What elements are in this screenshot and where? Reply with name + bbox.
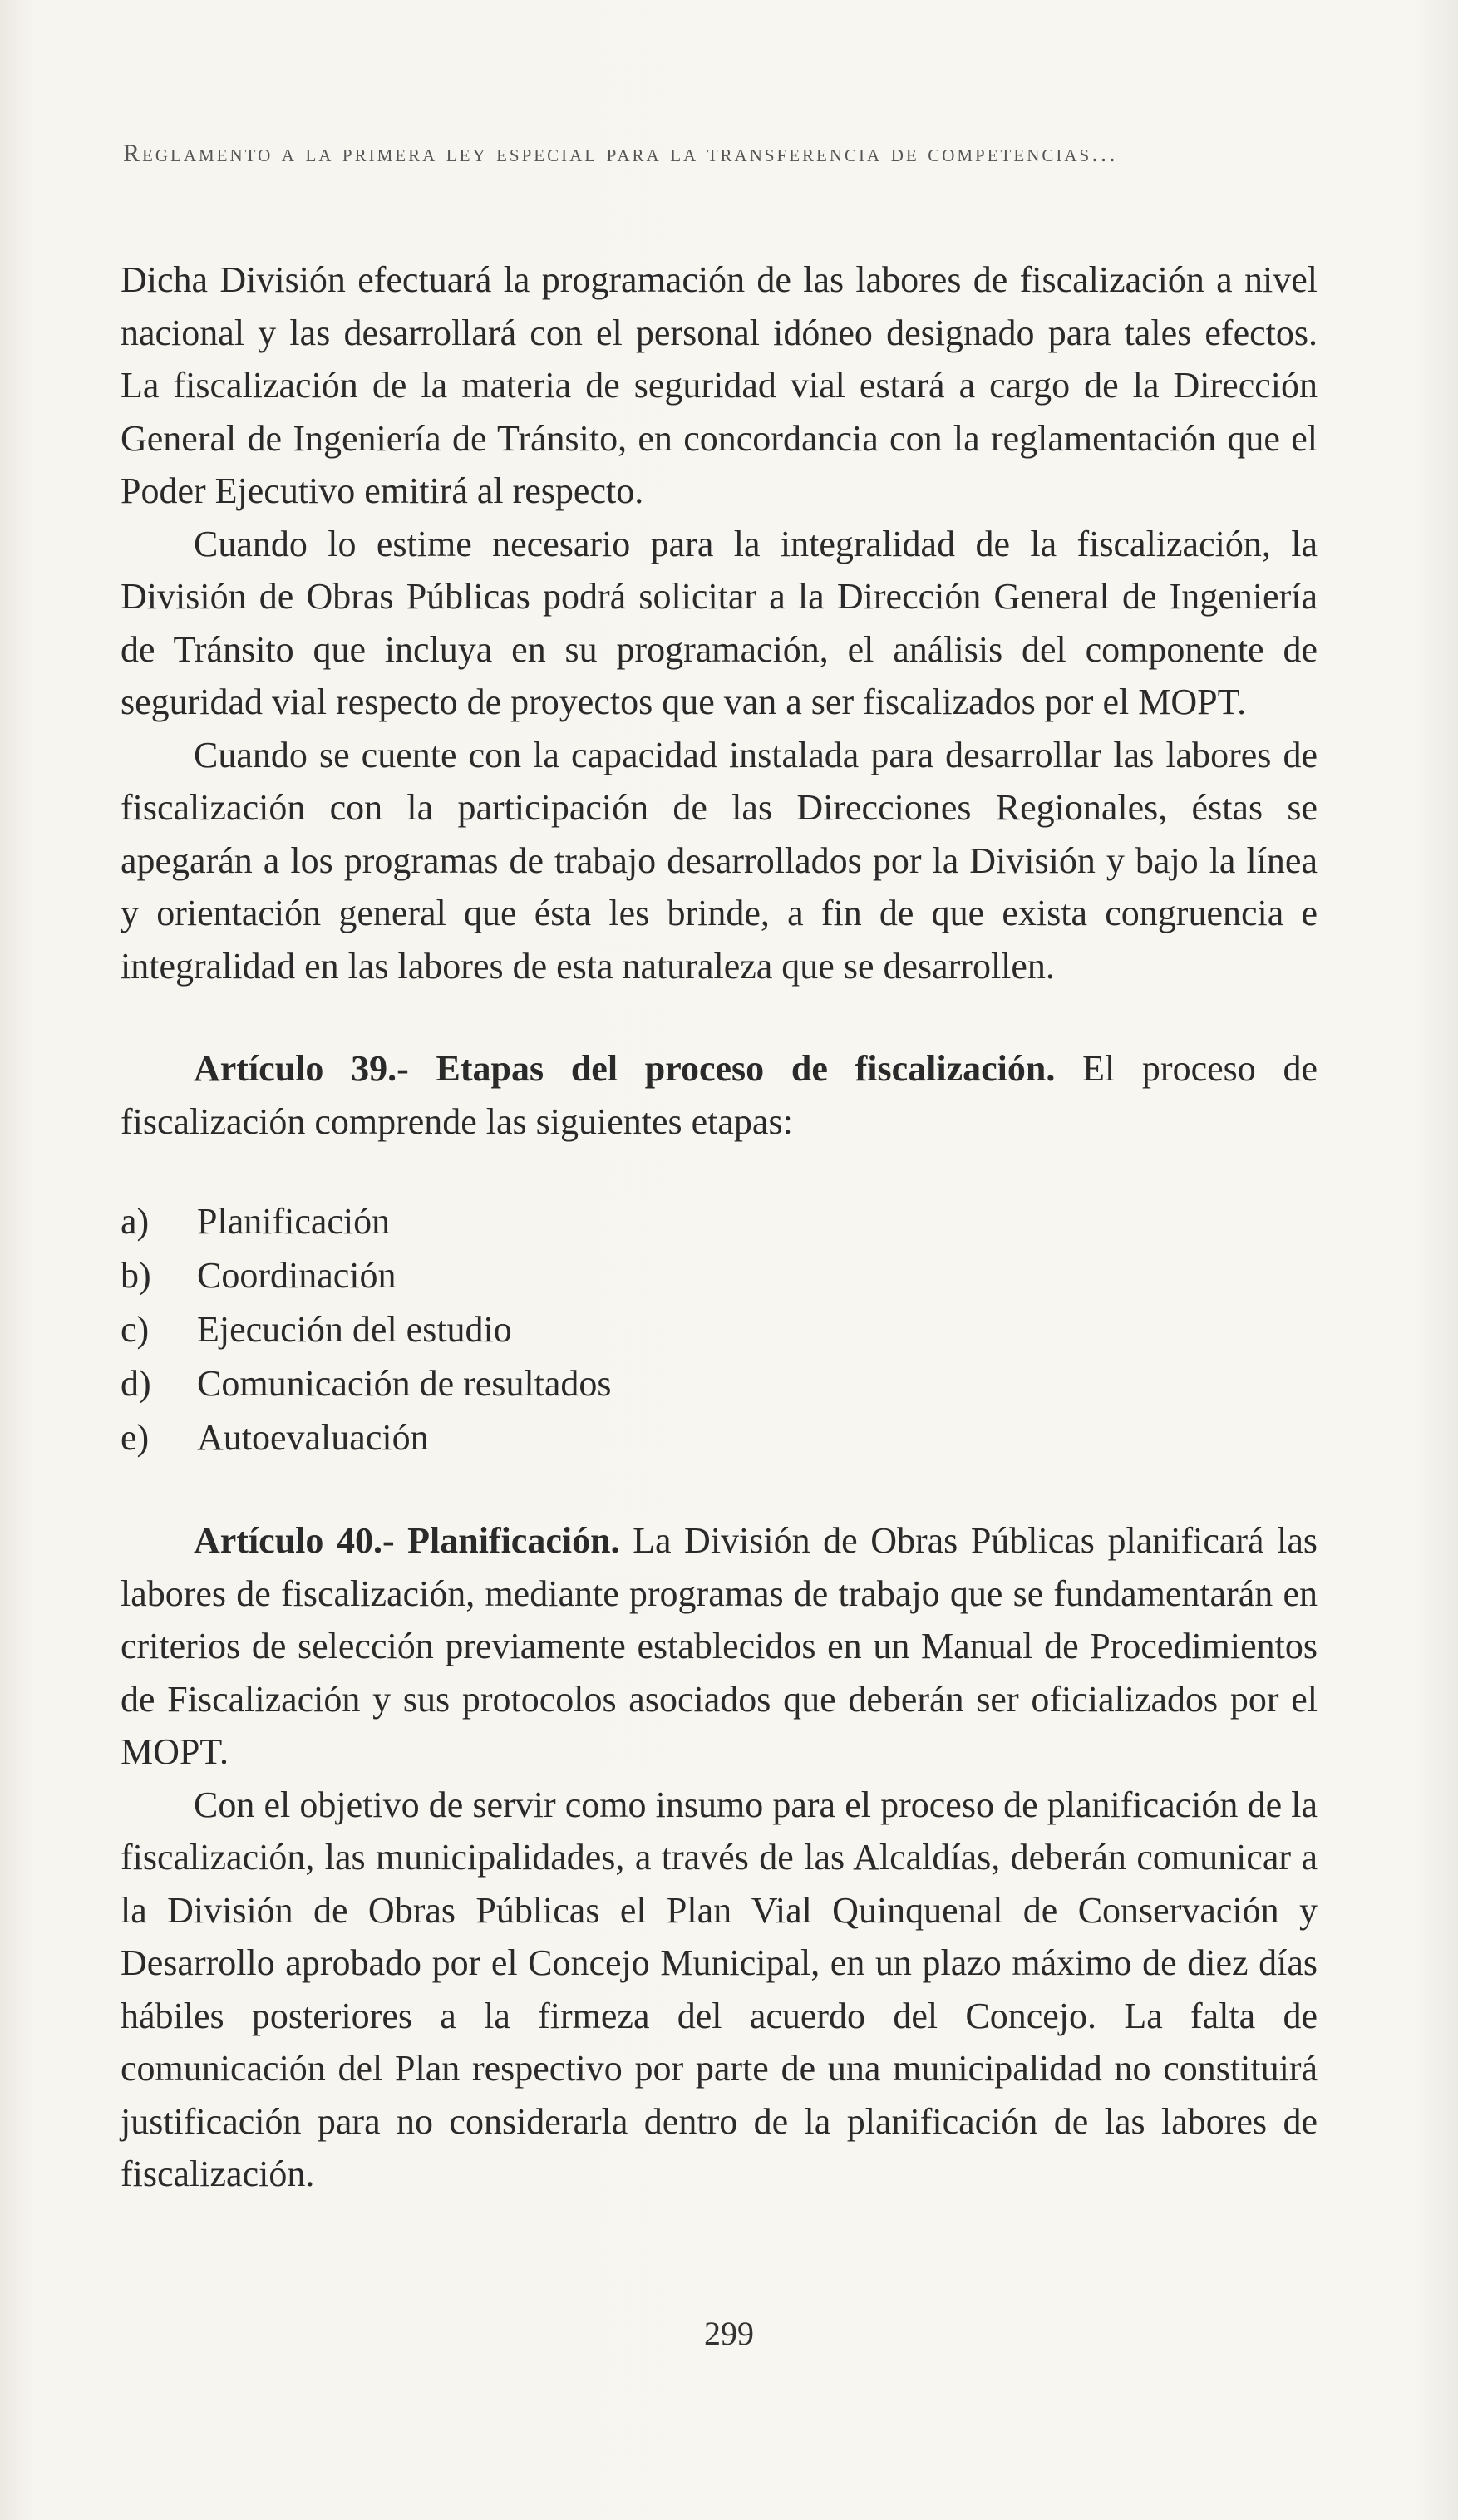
running-header: Reglamento a la primera ley especial para la transferencia de competencias... — [123, 140, 1118, 167]
list-item — [121, 1410, 1318, 1464]
list-marker: a) — [121, 1201, 150, 1242]
article-40 — [121, 1514, 1318, 1779]
paragraph-regional-directions: Cuando se cuente con la capacidad instalada para desarrollar las labores de fiscalización con la participación de las Direcciones Regionales, éstas se apegarán a los programas de trabajo desarrollados por la División y bajo la línea y orientación general que ésta les brinde, a fin de que exista congruencia e integralidad en las labores de esta naturaleza que se desarrollen. — [121, 734, 1318, 987]
list-item — [121, 1356, 1318, 1410]
list-item — [121, 1248, 1318, 1302]
list-item-label: Autoevaluación — [197, 1417, 429, 1458]
article-39 — [121, 1042, 1318, 1148]
paragraph-division-programming: Dicha División efectuará la programación de las labores de fiscalización a nivel nacional y las desarrollará con el personal idóneo designado para tales efectos. La fiscalización de la materia de seguridad vial estará a cargo de la Dirección General de Ingeniería de Tránsito, en concordancia con la reglamentación que el Poder Ejecutivo emitirá al respecto. — [121, 259, 1318, 511]
page-body — [121, 253, 1318, 2201]
article-40-text: La División de Obras Públicas planificará las labores de fiscalización, mediante programas de trabajo que se fundamentarán en criterios de selección previamente establecidos en un Manual de Procedimientos de Fiscalización y sus protocolos asociados que deberán ser oficializados por el MOPT. — [121, 1520, 1318, 1772]
spacer — [121, 992, 1318, 1042]
list-item-label: Planificación — [197, 1201, 391, 1242]
spacer — [121, 1464, 1318, 1514]
list-item — [121, 1302, 1318, 1356]
list-item — [121, 1194, 1318, 1248]
article-39-text: El proceso de fiscalización comprende las siguientes etapas: — [121, 1048, 1318, 1142]
list-item-label: Ejecución del estudio — [197, 1309, 512, 1350]
list-marker: e) — [121, 1417, 150, 1458]
stages-list — [121, 1194, 1318, 1464]
paragraph-integrality: Cuando lo estime necesario para la integralidad de la fiscalización, la División de Obras Públicas podrá solicitar a la Dirección General de Ingeniería de Tránsito que incluya en su programación, el análisis del componente de seguridad vial respecto de proyectos que van a ser fiscalizados por el MOPT. — [121, 523, 1318, 722]
paragraph-municipal-plan: Con el objetivo de servir como insumo para el proceso de planificación de la fiscalización, las municipalidades, a través de las Alcaldías, deberán comunicar a la División de Obras Públicas el Plan Vial Quinquenal de Conservación y Desarrollo aprobado por el Concejo Municipal, en un plazo máximo de diez días hábiles posteriores a la firmeza del acuerdo del Concejo. La falta de comunicación del Plan respectivo por parte de una municipalidad no constituirá justificación para no considerarla dentro de la planificación de las labores de fiscalización. — [121, 1784, 1318, 2194]
list-item-label: Coordinación — [197, 1255, 397, 1296]
list-marker: b) — [121, 1255, 151, 1296]
page-number: 299 — [704, 2315, 754, 2352]
list-marker: d) — [121, 1363, 151, 1404]
article-39-title: Artículo 39.- Etapas del proceso de fiscalización. — [194, 1048, 1056, 1089]
article-40-title: Artículo 40.- Planificación. — [194, 1520, 620, 1561]
list-marker: c) — [121, 1309, 150, 1350]
list-item-label: Comunicación de resultados — [197, 1363, 612, 1404]
spacer — [121, 1148, 1318, 1194]
